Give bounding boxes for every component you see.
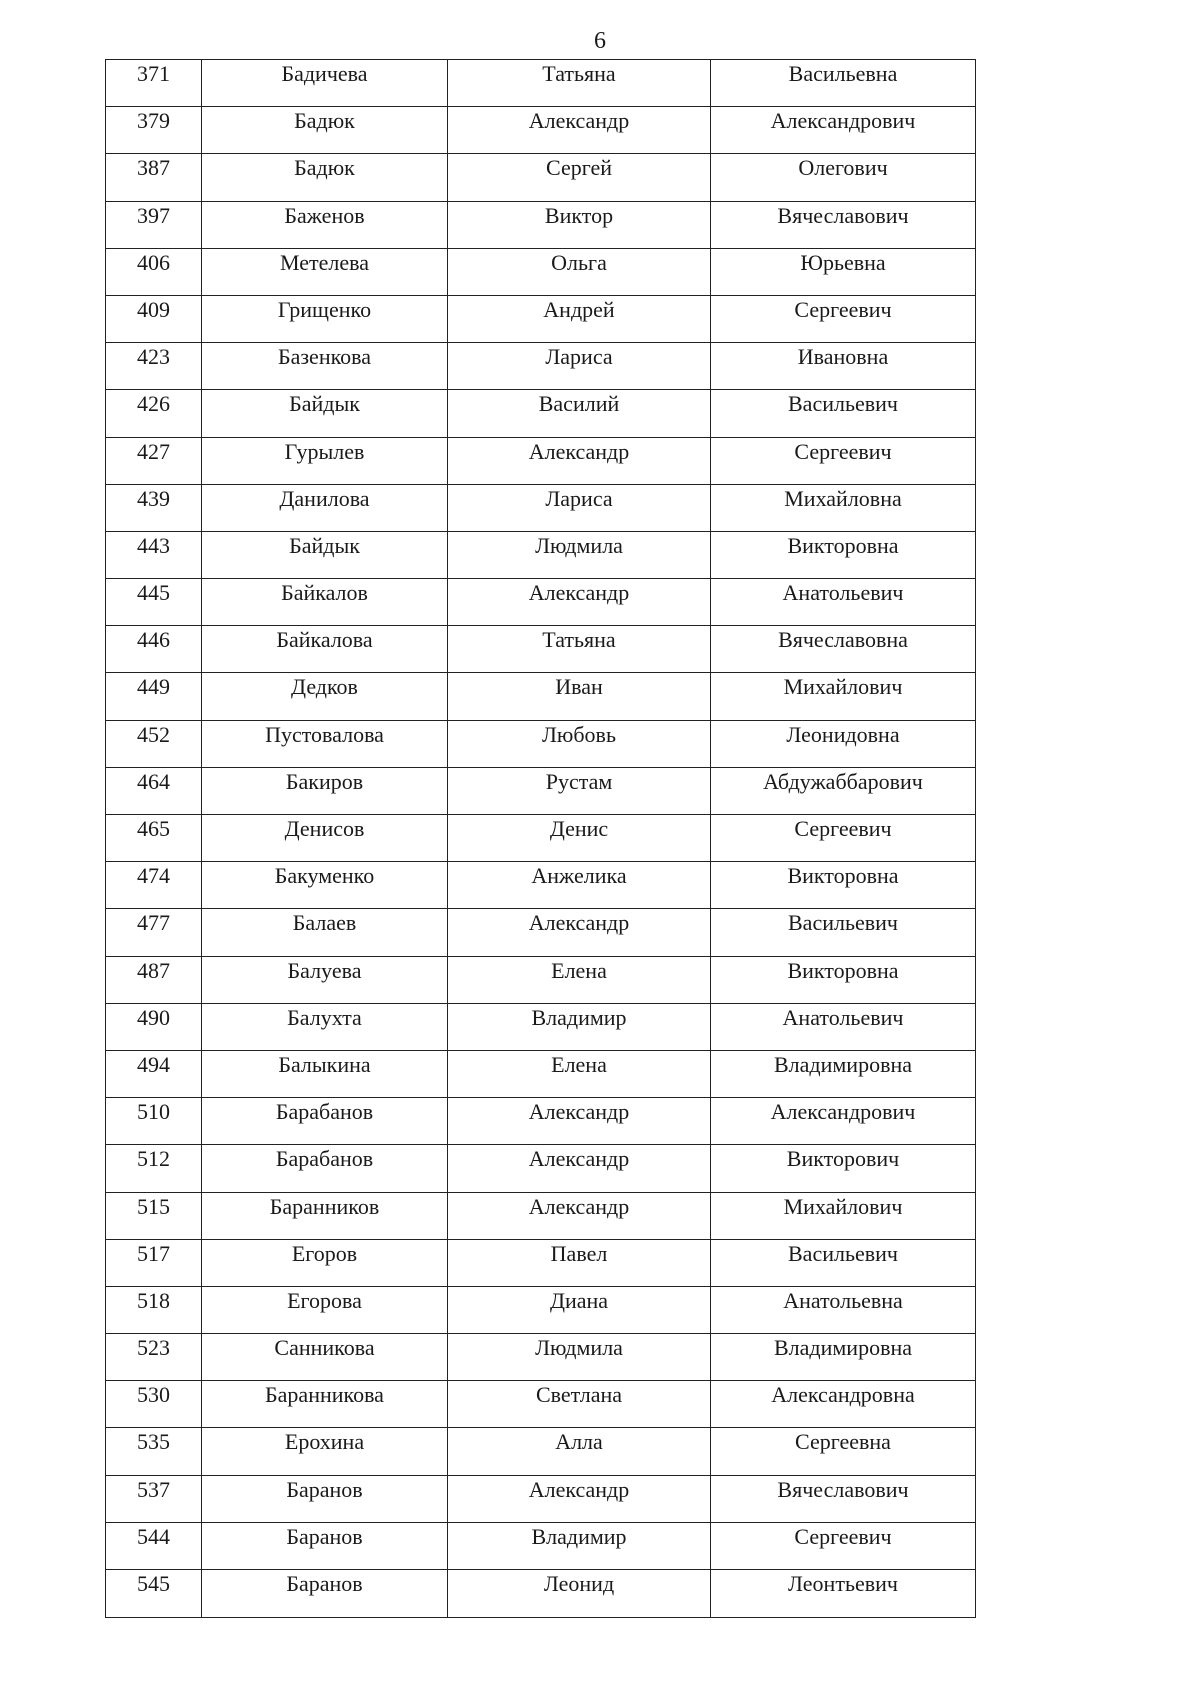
patronymic-cell: Вячеславовна: [778, 627, 908, 653]
table-row: [106, 296, 975, 343]
patronymic-cell: Михайлович: [783, 674, 903, 700]
row-number-cell: 409: [106, 296, 202, 342]
table-row: [106, 107, 975, 154]
table-row: [106, 154, 975, 201]
patronymic-cell: Владимировна: [773, 1335, 912, 1361]
patronymic-cell: Александровна: [771, 1382, 915, 1408]
row-number-cell: 515: [106, 1193, 202, 1239]
last-name-cell: Баранов: [202, 1570, 448, 1617]
last-name-cell: Базенкова: [202, 343, 448, 389]
patronymic-cell: Вячеславович: [777, 1476, 909, 1502]
first-name-cell: Сергей: [448, 154, 711, 200]
patronymic-cell: Васильевич: [788, 1240, 898, 1266]
last-name-cell: Метелева: [202, 249, 448, 295]
patronymic-cell: Михайловна: [784, 485, 902, 511]
first-name-cell: Александр: [448, 1193, 711, 1239]
patronymic-cell: Анатольевич: [782, 580, 904, 606]
patronymic-cell: Викторовна: [787, 957, 899, 983]
first-name-cell: Ольга: [448, 249, 711, 295]
table-row: [106, 673, 975, 720]
row-number-cell: 426: [106, 390, 202, 436]
row-number-cell: 517: [106, 1240, 202, 1286]
row-number-cell: 397: [106, 202, 202, 248]
row-number-cell: 406: [106, 249, 202, 295]
row-number-cell: 494: [106, 1051, 202, 1097]
row-number-cell: 518: [106, 1287, 202, 1333]
names-table: [105, 59, 976, 1618]
row-number-cell: 446: [106, 626, 202, 672]
patronymic-cell: Михайлович: [783, 1193, 903, 1219]
first-name-cell: Денис: [448, 815, 711, 861]
first-name-cell: Людмила: [448, 532, 711, 578]
first-name-cell: Андрей: [448, 296, 711, 342]
table-row: [106, 249, 975, 296]
first-name-cell: Александр: [448, 1098, 711, 1144]
last-name-cell: Байдык: [202, 390, 448, 436]
last-name-cell: Ерохина: [202, 1428, 448, 1474]
row-number-cell: 443: [106, 532, 202, 578]
table-row: [106, 1381, 975, 1428]
patronymic-cell: Васильевна: [788, 61, 898, 86]
last-name-cell: Баранникова: [202, 1381, 448, 1427]
table-row: [106, 1004, 975, 1051]
first-name-cell: Александр: [448, 1145, 711, 1191]
first-name-cell: Рустам: [448, 768, 711, 814]
first-name-cell: Александр: [448, 1476, 711, 1522]
table-row: [106, 768, 975, 815]
last-name-cell: Санникова: [202, 1334, 448, 1380]
first-name-cell: Александр: [448, 579, 711, 625]
patronymic-cell: Васильевич: [788, 391, 898, 417]
row-number-cell: 510: [106, 1098, 202, 1144]
last-name-cell: Балухта: [202, 1004, 448, 1050]
row-number-cell: 465: [106, 815, 202, 861]
first-name-cell: Василий: [448, 390, 711, 436]
last-name-cell: Бадюк: [202, 154, 448, 200]
patronymic-cell: Викторович: [786, 1146, 900, 1172]
table-row: [106, 1145, 975, 1192]
row-number-cell: 379: [106, 107, 202, 153]
patronymic-cell: Юрьевна: [800, 249, 886, 275]
table-row: [106, 1051, 975, 1098]
table-row: [106, 390, 975, 437]
row-number-cell: 449: [106, 673, 202, 719]
last-name-cell: Пустовалова: [202, 721, 448, 767]
last-name-cell: Денисов: [202, 815, 448, 861]
last-name-cell: Бадичева: [202, 60, 448, 106]
last-name-cell: Барабанов: [202, 1098, 448, 1144]
last-name-cell: Дедков: [202, 673, 448, 719]
row-number-cell: 545: [106, 1570, 202, 1617]
patronymic-cell: Леонтьевич: [788, 1571, 898, 1596]
last-name-cell: Байкалов: [202, 579, 448, 625]
first-name-cell: Павел: [448, 1240, 711, 1286]
last-name-cell: Данилова: [202, 485, 448, 531]
table-row: [106, 579, 975, 626]
row-number-cell: 490: [106, 1004, 202, 1050]
first-name-cell: Леонид: [448, 1570, 711, 1617]
table-row: [106, 438, 975, 485]
last-name-cell: Грищенко: [202, 296, 448, 342]
patronymic-cell: Викторовна: [787, 532, 899, 558]
first-name-cell: Алла: [448, 1428, 711, 1474]
last-name-cell: Бакиров: [202, 768, 448, 814]
row-number-cell: 523: [106, 1334, 202, 1380]
last-name-cell: Балуева: [202, 957, 448, 1003]
patronymic-cell: Викторовна: [787, 863, 899, 889]
patronymic-cell: Сергеевич: [794, 296, 892, 322]
row-number-cell: 371: [106, 60, 202, 106]
first-name-cell: Виктор: [448, 202, 711, 248]
patronymic-cell: Анатольевич: [782, 1004, 904, 1030]
patronymic-cell: Владимировна: [773, 1051, 912, 1077]
row-number-cell: 487: [106, 957, 202, 1003]
last-name-cell: Егорова: [202, 1287, 448, 1333]
first-name-cell: Александр: [448, 438, 711, 484]
table-row: [106, 485, 975, 532]
table-row: [106, 1570, 975, 1617]
first-name-cell: Иван: [448, 673, 711, 719]
table-row: [106, 1287, 975, 1334]
table-row: [106, 1523, 975, 1570]
table-row: [106, 60, 975, 107]
last-name-cell: Баранов: [202, 1523, 448, 1569]
table-row: [106, 721, 975, 768]
row-number-cell: 445: [106, 579, 202, 625]
patronymic-cell: Сергеевич: [794, 1523, 892, 1549]
table-row: [106, 1193, 975, 1240]
patronymic-cell: Александрович: [770, 1099, 916, 1125]
table-row: [106, 1428, 975, 1475]
first-name-cell: Елена: [448, 1051, 711, 1097]
table-row: [106, 862, 975, 909]
row-number-cell: 387: [106, 154, 202, 200]
row-number-cell: 474: [106, 862, 202, 908]
patronymic-cell: Сергеевич: [794, 438, 892, 464]
table-row: [106, 957, 975, 1004]
first-name-cell: Елена: [448, 957, 711, 1003]
first-name-cell: Людмила: [448, 1334, 711, 1380]
first-name-cell: Светлана: [448, 1381, 711, 1427]
patronymic-cell: Вячеславович: [777, 202, 909, 228]
first-name-cell: Лариса: [448, 485, 711, 531]
first-name-cell: Татьяна: [448, 626, 711, 672]
row-number-cell: 452: [106, 721, 202, 767]
last-name-cell: Барабанов: [202, 1145, 448, 1191]
patronymic-cell: Александрович: [770, 108, 916, 134]
table-row: [106, 909, 975, 956]
last-name-cell: Байкалова: [202, 626, 448, 672]
last-name-cell: Баранов: [202, 1476, 448, 1522]
table-row: [106, 1334, 975, 1381]
first-name-cell: Владимир: [448, 1004, 711, 1050]
patronymic-cell: Васильевич: [788, 910, 898, 936]
first-name-cell: Татьяна: [448, 60, 711, 106]
patronymic-cell: Абдужаббарович: [763, 768, 923, 794]
last-name-cell: Бакуменко: [202, 862, 448, 908]
table-row: [106, 343, 975, 390]
last-name-cell: Бадюк: [202, 107, 448, 153]
first-name-cell: Диана: [448, 1287, 711, 1333]
last-name-cell: Балаев: [202, 909, 448, 955]
last-name-cell: Байдык: [202, 532, 448, 578]
patronymic-cell: Сергеевна: [795, 1429, 891, 1455]
last-name-cell: Баранников: [202, 1193, 448, 1239]
first-name-cell: Анжелика: [448, 862, 711, 908]
table-row: [106, 815, 975, 862]
table-row: [106, 626, 975, 673]
row-number-cell: 423: [106, 343, 202, 389]
page-number: 6: [594, 28, 606, 54]
first-name-cell: Александр: [448, 107, 711, 153]
last-name-cell: Балыкина: [202, 1051, 448, 1097]
first-name-cell: Владимир: [448, 1523, 711, 1569]
row-number-cell: 477: [106, 909, 202, 955]
patronymic-cell: Олегович: [798, 155, 888, 181]
row-number-cell: 464: [106, 768, 202, 814]
row-number-cell: 537: [106, 1476, 202, 1522]
patronymic-cell: Леонидовна: [786, 721, 900, 747]
first-name-cell: Александр: [448, 909, 711, 955]
row-number-cell: 530: [106, 1381, 202, 1427]
last-name-cell: Гурылев: [202, 438, 448, 484]
first-name-cell: Любовь: [448, 721, 711, 767]
table-row: [106, 1240, 975, 1287]
first-name-cell: Лариса: [448, 343, 711, 389]
table-row: [106, 202, 975, 249]
table-row: [106, 1098, 975, 1145]
last-name-cell: Баженов: [202, 202, 448, 248]
table-row: [106, 532, 975, 579]
table-row: [106, 1476, 975, 1523]
row-number-cell: 439: [106, 485, 202, 531]
row-number-cell: 427: [106, 438, 202, 484]
patronymic-cell: Сергеевич: [794, 816, 892, 841]
patronymic-cell: Анатольевна: [783, 1287, 903, 1313]
last-name-cell: Егоров: [202, 1240, 448, 1286]
row-number-cell: 544: [106, 1523, 202, 1569]
row-number-cell: 535: [106, 1428, 202, 1474]
row-number-cell: 512: [106, 1145, 202, 1191]
patronymic-cell: Ивановна: [797, 344, 889, 370]
